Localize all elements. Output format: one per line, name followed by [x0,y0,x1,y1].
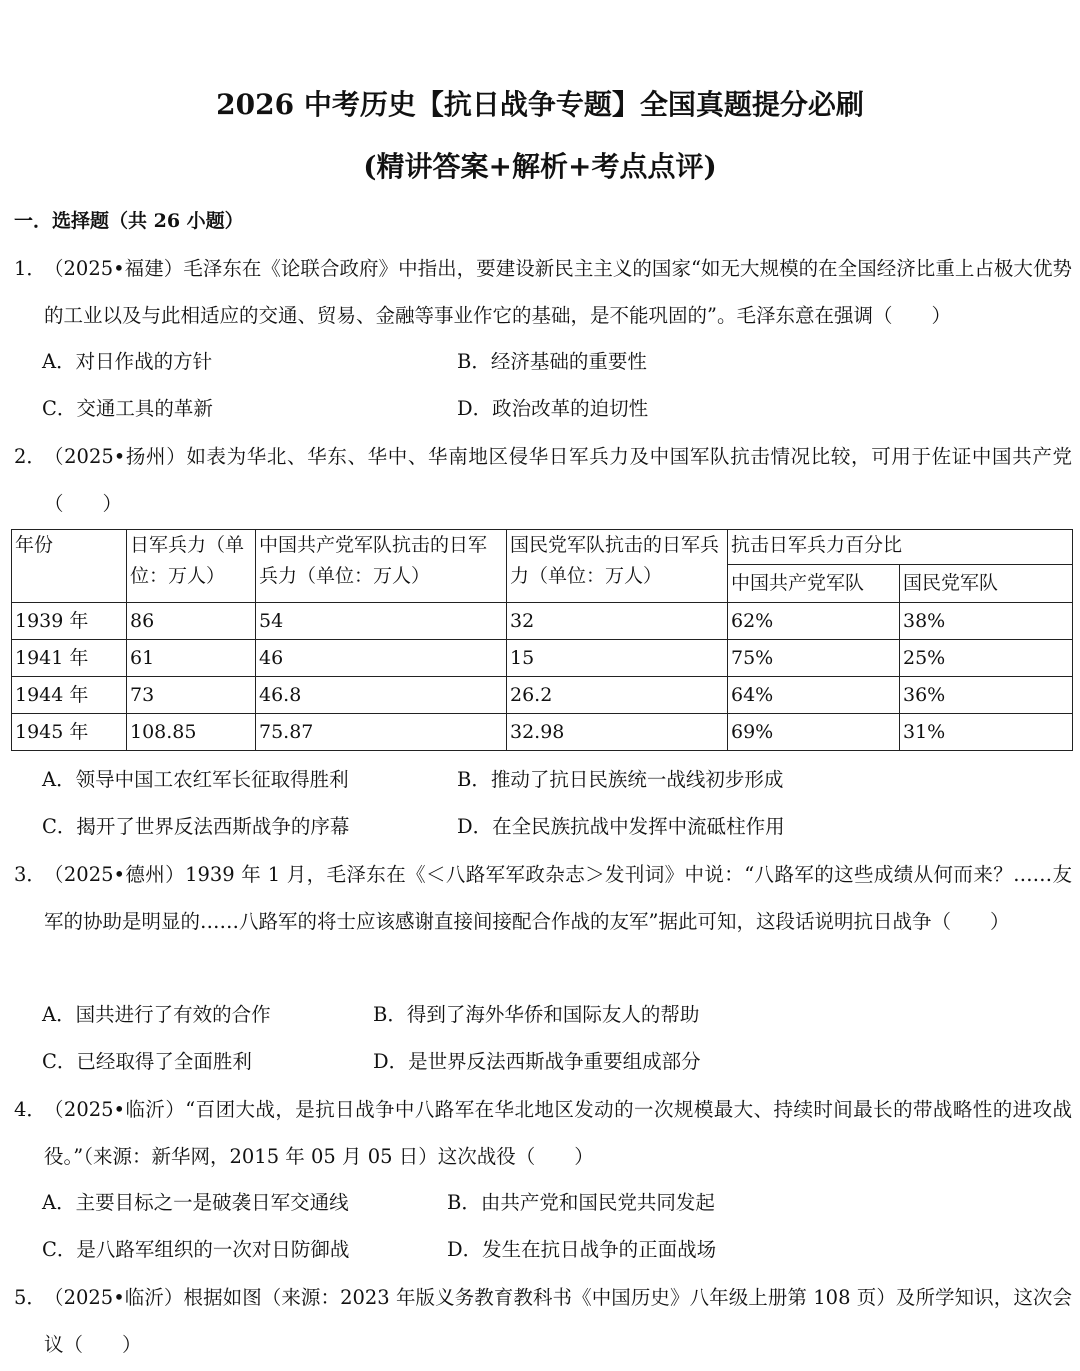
option-d: D．政治改革的迫切性 [457,397,649,420]
header-kmt-troops: 国民党军队抗击的日军兵力（单位：万人） [507,530,728,603]
option-b: B．经济基础的重要性 [457,350,647,373]
cell-kmt-percentage: 38% [900,603,1073,640]
option-d: D．在全民族抗战中发挥中流砥柱作用 [457,815,785,838]
option-c: C．已经取得了全面胜利 [42,1050,252,1073]
option-a: A．对日作战的方针 [42,350,213,373]
document-subtitle: (精讲答案+解析+考点点评) [363,150,717,183]
cell-year: 1945 年 [12,714,127,751]
question-stem: （2025•德州）1939 年 1 月，毛泽东在《＜八路军军政杂志＞发刊词》中说：“八路军的这些成绩从何而来？……友军的协助是明显的……八路军的将士应该感谢直接间接配合作战的友军”据此可知，这段话说明抗日战争（ ） [44,863,1072,933]
option-a: A．国共进行了有效的合作 [42,1003,271,1026]
question-1 [14,245,1072,339]
header-percentage-kmt: 国民党军队 [900,565,1073,603]
table-row [12,714,1073,751]
question-number: 5． [14,1286,46,1309]
cell-kmt-troops: 32 [507,603,728,640]
cell-year: 1941 年 [12,640,127,677]
cell-japanese-troops: 86 [127,603,256,640]
cell-kmt-troops: 32.98 [507,714,728,751]
cell-kmt-troops: 26.2 [507,677,728,714]
question-2 [14,433,1072,527]
table-row [12,603,1073,640]
question-stem: （2025•福建）毛泽东在《论联合政府》中指出，要建设新民主主义的国家“如无大规模的在全国经济比重上占极大优势的工业以及与此相适应的交通、贸易、金融等事业作它的基础，是不能巩固的”。毛泽东意在强调（ ） [44,257,1072,327]
cell-cpc-troops: 75.87 [256,714,507,751]
question-number: 1． [14,257,46,280]
table-row [12,677,1073,714]
question-stem: （2025•临沂）“百团大战，是抗日战争中八路军在华北地区发动的一次规模最大、持续时间最长的带战略性的进攻战役。”（来源：新华网，2015 年 05 月 05 日）这次战役（ ） [44,1098,1072,1168]
cell-cpc-percentage: 62% [728,603,900,640]
cell-cpc-troops: 54 [256,603,507,640]
option-b: B．推动了抗日民族统一战线初步形成 [457,768,784,791]
question-stem: （2025•扬州）如表为华北、华东、华中、华南地区侵华日军兵力及中国军队抗击情况比较，可用于佐证中国共产党（ ） [44,445,1072,515]
option-c: C．是八路军组织的一次对日防御战 [42,1238,350,1261]
table-header-row [12,530,1073,565]
option-c: C．交通工具的革新 [42,397,213,420]
option-a: A．领导中国工农红军长征取得胜利 [42,768,349,791]
cell-cpc-percentage: 69% [728,714,900,751]
question-4 [14,1086,1072,1180]
cell-kmt-troops: 15 [507,640,728,677]
option-b: B．得到了海外华侨和国际友人的帮助 [373,1003,700,1026]
option-c: C．揭开了世界反法西斯战争的序幕 [42,815,350,838]
table-row [12,640,1073,677]
cell-cpc-troops: 46 [256,640,507,677]
option-d: D．是世界反法西斯战争重要组成部分 [373,1050,701,1073]
question-3 [14,851,1072,945]
cell-kmt-percentage: 31% [900,714,1073,751]
cell-cpc-percentage: 75% [728,640,900,677]
header-cpc-troops: 中国共产党军队抗击的日军兵力（单位：万人） [256,530,507,603]
cell-cpc-troops: 46.8 [256,677,507,714]
cell-japanese-troops: 73 [127,677,256,714]
question-number: 3． [14,863,46,886]
option-a: A．主要目标之一是破袭日军交通线 [42,1191,349,1214]
question-stem: （2025•临沂）根据如图（来源：2023 年版义务教育教科书《中国历史》八年级上册第 108 页）及所学知识，这次会议（ ） [44,1286,1072,1356]
cell-year: 1944 年 [12,677,127,714]
cell-kmt-percentage: 36% [900,677,1073,714]
header-japanese-troops: 日军兵力（单位：万人） [127,530,256,603]
option-b: B．由共产党和国民党共同发起 [447,1191,715,1214]
section-heading: 一．选择题（共 26 小题） [14,210,244,232]
question-5 [14,1274,1072,1368]
header-percentage-cpc: 中国共产党军队 [728,565,900,603]
cell-cpc-percentage: 64% [728,677,900,714]
cell-japanese-troops: 108.85 [127,714,256,751]
option-d: D．发生在抗日战争的正面战场 [447,1238,717,1261]
question-number: 2． [14,445,46,468]
cell-year: 1939 年 [12,603,127,640]
header-percentage: 抗击日军兵力百分比 [728,530,1073,565]
cell-kmt-percentage: 25% [900,640,1073,677]
troop-comparison-table [11,529,1073,751]
cell-japanese-troops: 61 [127,640,256,677]
document-title: 2026 中考历史【抗日战争专题】全国真题提分必刷 [216,88,864,121]
question-number: 4． [14,1098,46,1121]
header-year: 年份 [12,530,127,603]
